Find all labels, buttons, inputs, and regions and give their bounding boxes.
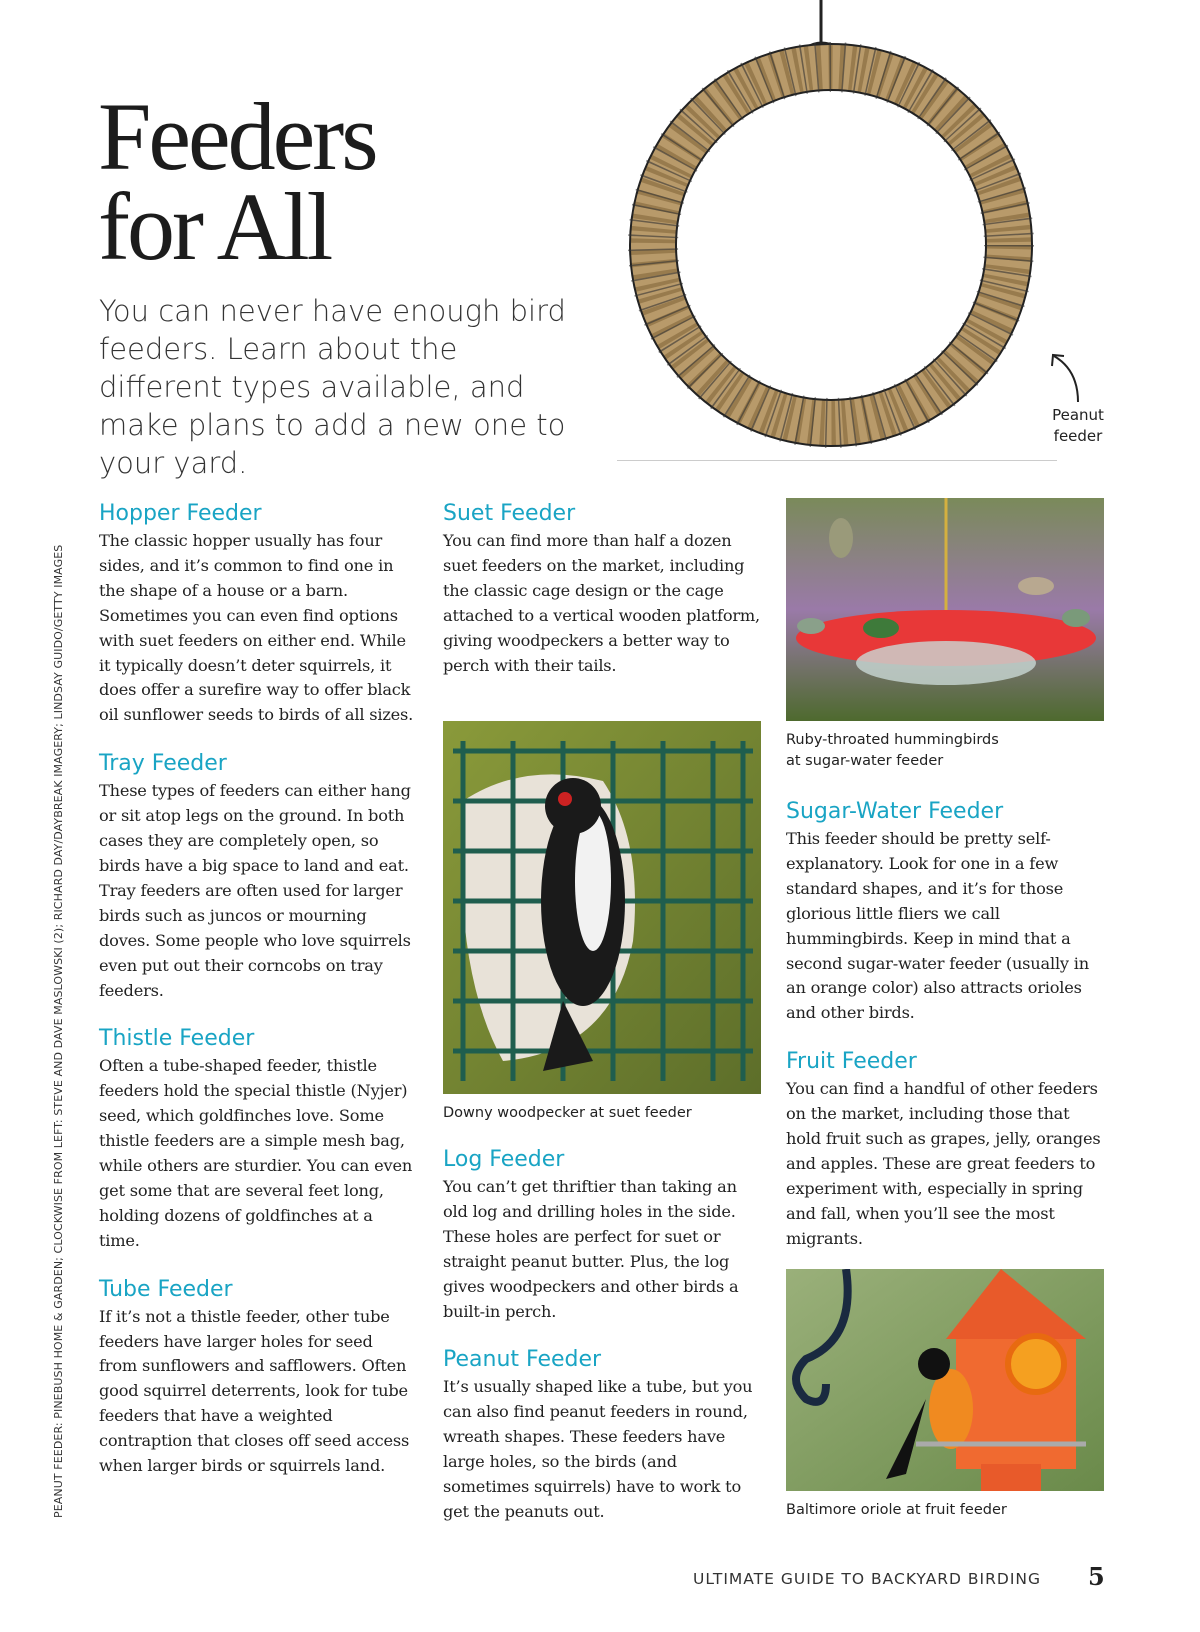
column-left — [99, 500, 414, 1501]
section-suet — [443, 500, 765, 678]
page-title — [98, 83, 376, 280]
hummingbird-caption: Ruby-throated hummingbirds at sugar-water feeder — [786, 732, 999, 769]
section-body: It’s usually shaped like a tube, but you can also find peanut feeders in round, wreath shapes. These feeders have large holes, so the birds (and sometimes squirrels) have to work to get the peanuts out. — [443, 1377, 753, 1521]
section-hopper — [99, 500, 414, 728]
section-heading: Log Feeder — [443, 1147, 565, 1172]
column-right — [786, 798, 1104, 1274]
oriole-photo — [786, 1269, 1104, 1491]
section-body: Often a tube-shaped feeder, thistle feeders hold the special thistle (Nyjer) seed, which goldfinches love. Some thistle feeders are a simple mesh bag, while others are sturdier. You can even get some that are several feet long, holding dozens of goldfinches at a time. — [99, 1056, 413, 1250]
section-heading: Hopper Feeder — [99, 501, 262, 526]
subtitle: You can never have enough bird feeders. Learn about the different types available, and make plans to add a new one to your yard. — [99, 294, 566, 480]
peanut-feeder-caption: Peanut feeder — [1052, 406, 1104, 445]
section-body: You can’t get thriftier than taking an old log and drilling holes in the side. These holes are perfect for suet or straight peanut butter. Plus, the log gives woodpeckers and other birds a built-in perch. — [443, 1177, 739, 1321]
section-body: These types of feeders can either hang or sit atop legs on the ground. In both cases they are completely open, so birds have a big space to land and eat. Tray feeders are often used for larger birds such as juncos or mourning doves. Some people who love squirrels even put out their corncobs on tray feeders. — [99, 781, 411, 1000]
section-body: You can find a handful of other feeders on the market, including those that hold fruit such as grapes, jelly, oranges and apples. These are great feeders to experiment with, especially in spring and fall, when you’ll see the most migrants. — [786, 1079, 1101, 1248]
section-log — [443, 1146, 765, 1324]
title-line-1: Feeders — [98, 83, 376, 190]
woodpecker-photo — [443, 721, 761, 1094]
section-heading: Peanut Feeder — [443, 1347, 602, 1373]
hummingbird-photo — [786, 498, 1104, 721]
section-heading: Tray Feeder — [99, 751, 227, 777]
section-sugar-water — [786, 798, 1104, 1026]
section-heading: Sugar-Water Feeder — [786, 799, 1004, 824]
photo-credit: PEANUT FEEDER: PINEBUSH HOME & GARDEN; CLOCKWISE FROM LEFT: STEVE AND DAVE MASLOWSKI (2); RICHARD DAY/DAYBREAK IMAGERY; LINDSAY GUIDO/GETTY IMAGES — [52, 544, 65, 1518]
hero-divider — [617, 460, 1057, 461]
section-fruit — [786, 1048, 1104, 1251]
section-heading: Tube Feeder — [99, 1276, 233, 1302]
section-body: If it’s not a thistle feeder, other tube feeders have larger holes for seed from sunflowers and safflowers. Often good squirrel deterrents, look for tube feeders that have a weighted contraption that closes off seed access when larger birds or squirrels land. — [99, 1306, 410, 1476]
section-tube — [99, 1276, 414, 1479]
oriole-caption: Baltimore oriole at fruit feeder — [786, 1502, 1007, 1518]
section-heading: Suet Feeder — [443, 501, 576, 526]
column-middle-lower — [443, 1146, 765, 1547]
section-thistle — [99, 1025, 414, 1253]
section-body: This feeder should be pretty self-explanatory. Look for one in a few standard shapes, and it’s for those glorious little fliers we call hummingbirds. Keep in mind that a second sugar-water feeder (usually in an orange color) also attracts orioles and other birds. — [786, 829, 1090, 1023]
publication-title: ULTIMATE GUIDE TO BACKYARD BIRDING — [693, 1570, 1042, 1588]
title-line-2: for All — [98, 173, 331, 280]
section-body: You can find more than half a dozen suet feeders on the market, including the classic cage design or the cage attached to a vertical wooden platform, giving woodpeckers a better way to perch with their tails. — [443, 531, 760, 675]
peanut-feeder-photo — [616, 0, 1056, 460]
curved-arrow-icon — [1048, 350, 1088, 405]
section-tray — [99, 750, 414, 1003]
page-number: 5 — [1088, 1562, 1105, 1591]
section-peanut — [443, 1346, 765, 1524]
section-heading: Fruit Feeder — [786, 1049, 917, 1075]
section-heading: Thistle Feeder — [99, 1026, 255, 1052]
woodpecker-caption: Downy woodpecker at suet feeder — [443, 1105, 692, 1121]
section-body: The classic hopper usually has four sides, and it’s common to find one in the shape of a house or a barn. Sometimes you can even find options with suet feeders on either end. While it typically doesn’t deter squirrels, it does offer a surefire way to offer black oil sunflower seeds to birds of all sizes. — [99, 531, 414, 725]
column-middle — [443, 500, 765, 700]
